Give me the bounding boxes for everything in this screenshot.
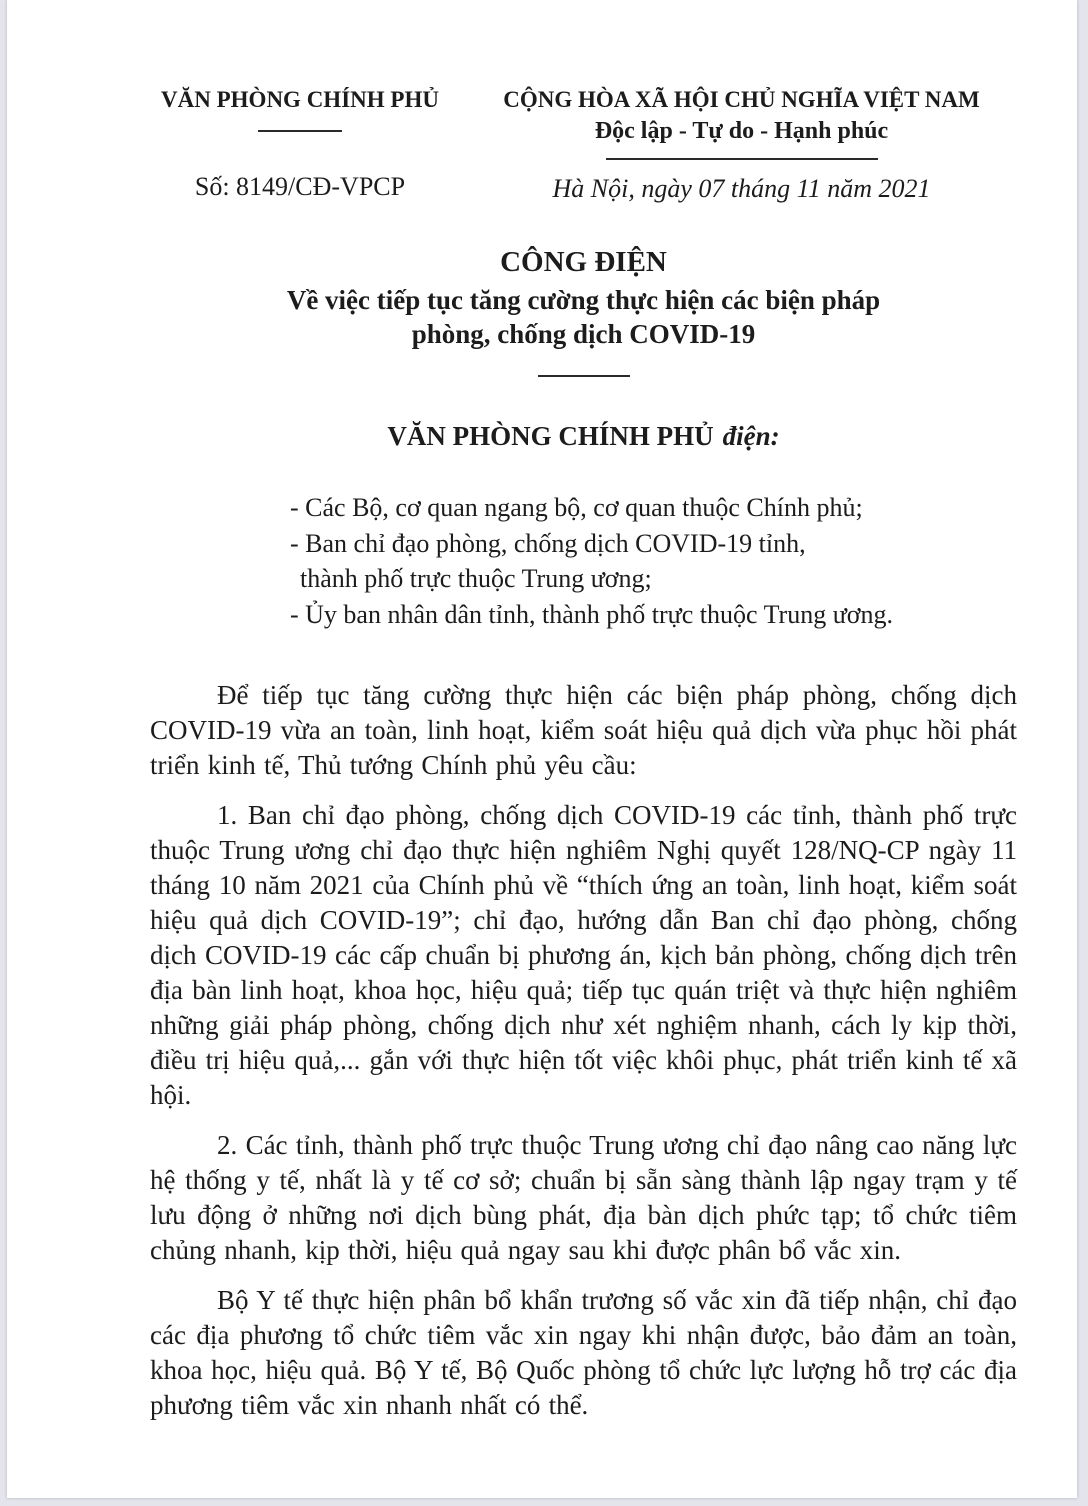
recipient-line: - Các Bộ, cơ quan ngang bộ, cơ quan thuộc Chính phủ; [290, 493, 863, 522]
document-content [150, 0, 1017, 1438]
document-number: Số: 8149/CĐ-VPCP [194, 172, 406, 201]
national-motto: Độc lập - Tự do - Hạnh phúc [594, 118, 889, 144]
document-body [150, 678, 1017, 1423]
body-paragraph: Để tiếp tục tăng cường thực hiện các biện pháp phòng, chống dịch COVID-19 vừa an toàn, linh hoạt, kiểm soát hiệu quả dịch vừa phục hồi phát triển kinh tế, Thủ tướng Chính phủ yêu cầu: [150, 680, 1017, 780]
title-block [150, 246, 1017, 377]
document-page [7, 0, 1077, 1498]
document-subject [150, 283, 1017, 351]
document-subject-line1: Về việc tiếp tục tăng cường thực hiện các biện pháp [286, 285, 881, 315]
body-paragraph: 2. Các tỉnh, thành phố trực thuộc Trung ương chỉ đạo nâng cao năng lực hệ thống y tế, nhất là y tế cơ sở; chuẩn bị sẵn sàng thành lập ngay trạm y tế lưu động ở những nơi dịch bùng phát, địa bàn dịch phức tạp; tổ chức tiêm chủng nhanh, kịp thời, hiệu quả ngay sau khi được phân bổ vắc xin. [150, 1130, 1017, 1265]
issuing-agency-divider [258, 130, 342, 132]
place-date: Hà Nội, ngày 07 tháng 11 năm 2021 [552, 174, 931, 203]
document-subject-line2: phòng, chống dịch COVID-19 [411, 319, 756, 349]
issuing-agency-name: VĂN PHÒNG CHÍNH PHỦ [161, 87, 439, 112]
document-type-title: CÔNG ĐIỆN [500, 246, 667, 278]
recipient-line-continuation: thành phố trực thuộc Trung ương; [300, 564, 652, 593]
motto-divider [606, 158, 878, 160]
issuing-agency-block [150, 86, 450, 202]
recipient-line: - Ban chỉ đạo phòng, chống dịch COVID-19 tỉnh, [290, 528, 806, 558]
document-header [150, 0, 1017, 204]
recipient-line: - Ủy ban nhân dân tỉnh, thành phố trực thuộc Trung ương. [290, 599, 894, 629]
salutation-sender: VĂN PHÒNG CHÍNH PHỦ [387, 421, 714, 451]
recipients-list [290, 490, 1017, 632]
national-header: CỘNG HÒA XÃ HỘI CHỦ NGHĨA VIỆT NAM [503, 87, 980, 112]
title-divider [538, 375, 630, 377]
national-header-block [466, 86, 1017, 204]
body-paragraph: Bộ Y tế thực hiện phân bổ khẩn trương số vắc xin đã tiếp nhận, chỉ đạo các địa phương tổ chức tiêm vắc xin ngay khi nhận được, bảo đảm an toàn, khoa học, hiệu quả. Bộ Y tế, Bộ Quốc phòng tổ chức lực lượng hỗ trợ các địa phương tiêm vắc xin nhanh nhất có thể. [150, 1285, 1017, 1420]
body-paragraph: 1. Ban chỉ đạo phòng, chống dịch COVID-19 các tỉnh, thành phố trực thuộc Trung ương chỉ đạo thực hiện nghiêm Nghị quyết 128/NQ-CP ngày 11 tháng 10 năm 2021 của Chính phủ về “thích ứng an toàn, linh hoạt, kiểm soát hiệu quả dịch COVID-19”; chỉ đạo, hướng dẫn Ban chỉ đạo phòng, chống dịch COVID-19 các cấp chuẩn bị phương án, kịch bản phòng, chống dịch trên địa bàn linh hoạt, khoa học, hiệu quả; tiếp tục quán triệt và thực hiện nghiêm những giải pháp phòng, chống dịch như xét nghiệm nhanh, cách ly kịp thời, điều trị hiệu quả,... gắn với thực hiện tốt việc khôi phục, phát triển kinh tế xã hội. [150, 800, 1017, 1110]
salutation-line [150, 421, 1017, 452]
salutation-verb: điện: [722, 421, 780, 451]
